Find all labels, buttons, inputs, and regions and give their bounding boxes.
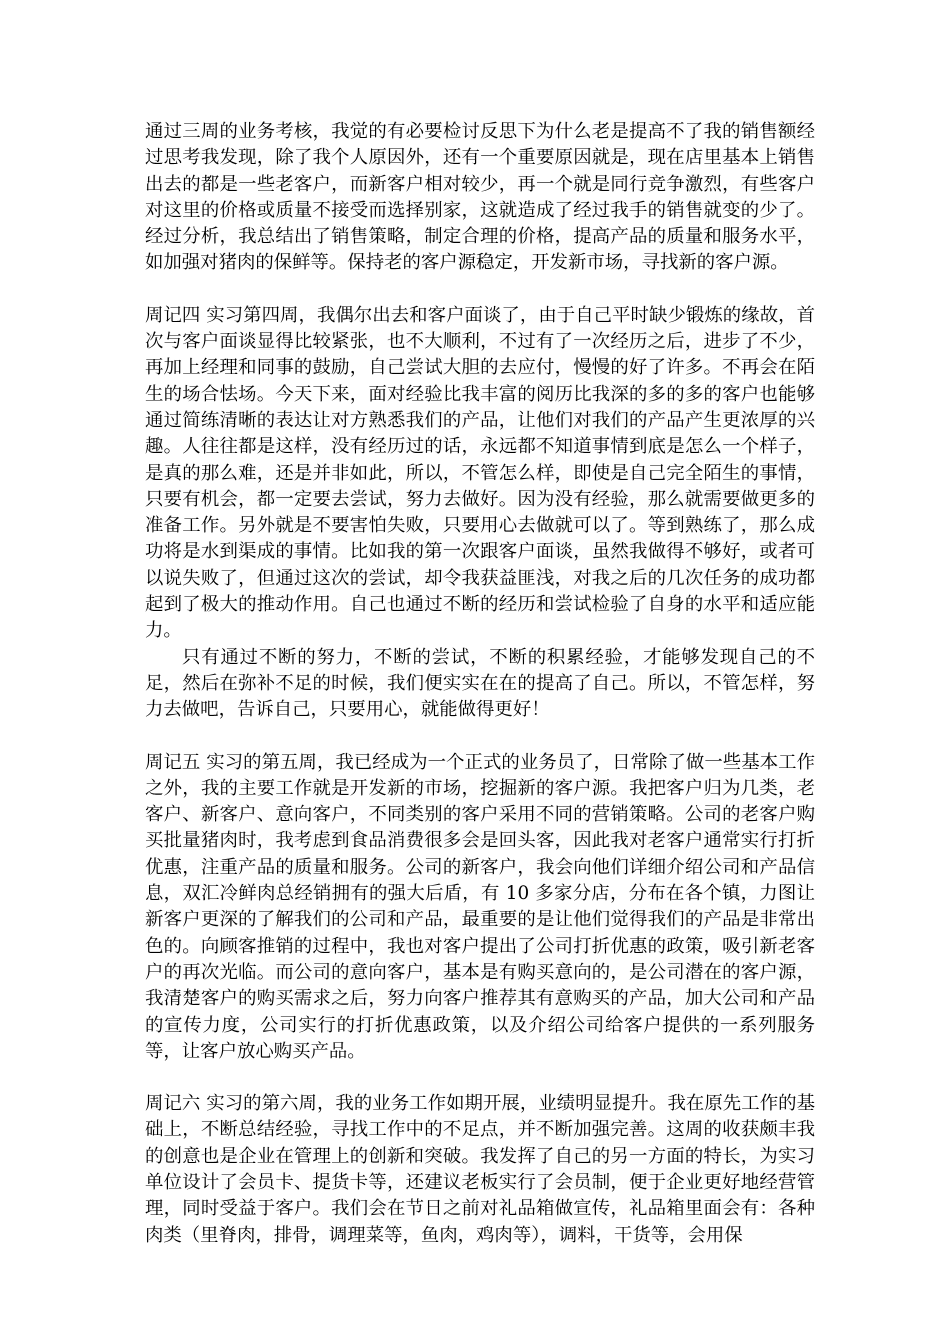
- paragraph-week-six: 周记六 实习的第六周，我的业务工作如期开展，业绩明显提升。我在原先工作的基础上，不断总结经验，寻找工作中的不足点，并不断加强完善。这周的收获颇丰我的创意也是企业在管理上的创新和突破。我发挥了自己的另一方面的特长，为实习单位设计了会员卡、提货卡等，还建议老板实行了会员制，便于企业更好地经营管理，同时受益于客户。我们会在节日之前对礼品箱做宣传，礼品箱里面会有：各种肉类（里脊肉，排骨，调理菜等，鱼肉，鸡肉等），调料，干货等，会用保: [145, 1093, 815, 1246]
- paragraph-week-four: 周记四 实习第四周，我偶尔出去和客户面谈了，由于自己平时缺少锻炼的缘故，首次与客户面谈显得比较紧张，也不大顺利，不过有了一次经历之后，进步了不少，再加上经理和同事的鼓励，自己尝试大胆的去应付，慢慢的好了许多。不再会在陌生的场合怯场。今天下来，面对经验比我丰富的阅历比我深的多的多的客户也能够通过简练清晰的表达让对方熟悉我们的产品，让他们对我们的产品产生更浓厚的兴趣。人往往都是这样，没有经历过的话，永远都不知道事情到底是怎么一个样子，是真的那么难，还是并非如此，所以，不管怎么样，即使是自己完全陌生的事情，只要有机会，都一定要去尝试，努力去做好。因为没有经验，那么就需要做更多的准备工作。另外就是不要害怕失败，只要用心去做就可以了。等到熟练了，那么成功将是水到渠成的事情。比如我的第一次跟客户面谈，虽然我做得不够好，或者可以说失败了，但通过这次的尝试，却令我获益匪浅，对我之后的几次任务的成功都起到了极大的推动作用。自己也通过不断的经历和尝试检验了自身的水平和适应能力。: [145, 304, 815, 642]
- paragraph-week-five: 周记五 实习的第五周，我已经成为一个正式的业务员了，日常除了做一些基本工作之外，我的主要工作就是开发新的市场，挖掘新的客户源。我把客户归为几类，老客户、新客户、意向客户，不同类别的客户采用不同的营销策略。公司的老客户购买批量猪肉时，我考虑到食品消费很多会是回头客，因此我对老客户通常实行打折优惠，注重产品的质量和服务。公司的新客户，我会向他们详细介绍公司和产品信息，双汇冷鲜肉总经销拥有的强大后盾，有 10 多家分店，分布在各个镇，力图让新客户更深的了解我们的公司和产品，最重要的是让他们觉得我们的产品是非常出色的。向顾客推销的过程中，我也对客户提出了公司打折优惠的政策，吸引新老客户的再次光临。而公司的意向客户，基本是有购买意向的，是公司潜在的客户源，我清楚客户的购买需求之后，努力向客户推荐其有意购买的产品，加大公司和产品的宣传力度，公司实行的打折优惠政策，以及介绍公司给客户提供的一系列服务等，让客户放心购买产品。: [145, 751, 815, 1062]
- paragraph-spacer: [145, 277, 815, 303]
- paragraph-spacer: [145, 1065, 815, 1091]
- paragraph-sales-reflection: 通过三周的业务考核，我觉的有必要检讨反思下为什么老是提高不了我的销售额经过思考我发现，除了我个人原因外，还有一个重要原因就是，现在店里基本上销售出去的都是一些老客户，而新客户相对较少，再一个就是同行竞争激烈，有些客户对这里的价格或质量不接受而选择别家，这就造成了经过我手的销售就变的少了。经过分析，我总结出了销售策略，制定合理的价格，提高产品的质量和服务水平，如加强对猪肉的保鲜等。保持老的客户源稳定，开发新市场，寻找新的客户源。: [145, 121, 815, 274]
- paragraph-week-four-conclusion: 只有通过不断的努力，不断的尝试，不断的积累经验，才能够发现自己的不足，然后在弥补不足的时候，我们便实实在在的提高了自己。所以，不管怎样，努力去做吧，告诉自己，只要用心，就能做得更好！: [145, 646, 815, 721]
- paragraph-spacer: [145, 724, 815, 750]
- document-body: [145, 119, 815, 1249]
